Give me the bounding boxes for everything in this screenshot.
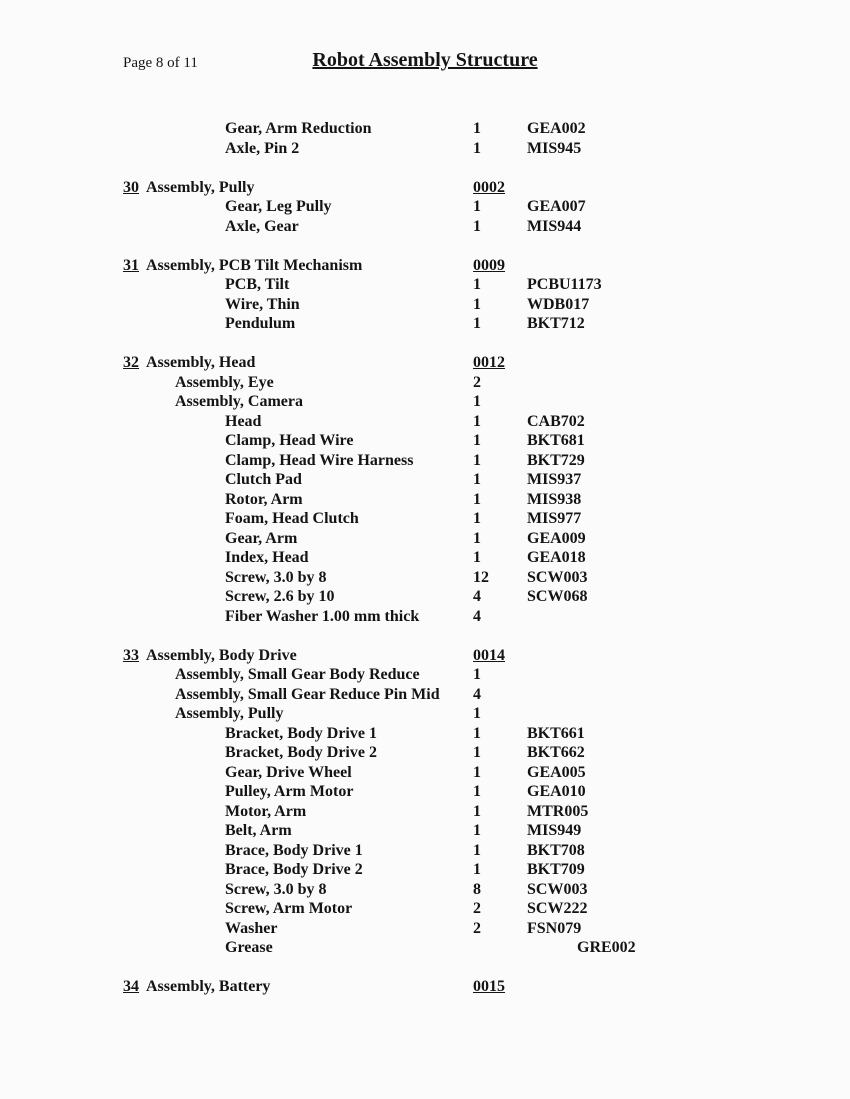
part-code: GEA005 [527, 763, 586, 781]
part-label: Wire, Thin [225, 295, 300, 313]
part-label: Pendulum [225, 315, 296, 332]
part-label: Pulley, Arm Motor [225, 783, 354, 800]
part-row [0, 451, 850, 471]
part-qty: 2 [473, 919, 481, 937]
part-code: MIS977 [527, 510, 582, 527]
part-label: Brace, Body Drive 2 [225, 861, 363, 878]
part-qty: 2 [473, 373, 481, 391]
part-row [0, 548, 850, 568]
part-qty: 1 [473, 549, 481, 566]
part-qty: 1 [473, 412, 481, 430]
part-row [0, 880, 850, 900]
part-qty: 2 [473, 900, 481, 917]
section-row [0, 178, 850, 198]
blank-row [0, 958, 850, 978]
part-qty: 1 [473, 724, 481, 742]
part-row [0, 314, 850, 334]
assembly-code: 0009 [473, 256, 505, 274]
section-number: 33 [123, 646, 139, 664]
part-row [0, 373, 850, 393]
part-qty: 1 [473, 763, 481, 781]
part-label: Gear, Arm [225, 529, 298, 547]
part-row [0, 470, 850, 490]
part-row [0, 217, 850, 237]
part-row [0, 704, 850, 724]
part-code: SCW222 [527, 900, 588, 917]
part-row [0, 119, 850, 139]
part-row [0, 490, 850, 510]
part-row [0, 607, 850, 627]
part-qty: 1 [473, 471, 481, 488]
part-qty: 1 [473, 393, 481, 410]
assembly-code: 0002 [473, 178, 505, 196]
part-row [0, 782, 850, 802]
part-qty: 1 [473, 861, 481, 878]
parts-list [0, 119, 850, 997]
part-code: CAB702 [527, 412, 585, 430]
part-label: Bracket, Body Drive 1 [225, 724, 377, 742]
part-code: SCW068 [527, 588, 588, 605]
blank-row [0, 334, 850, 354]
part-label: Foam, Head Clutch [225, 510, 359, 527]
part-code: BKT729 [527, 451, 585, 469]
part-qty: 1 [473, 217, 481, 235]
blank-row [0, 626, 850, 646]
part-label: PCB, Tilt [225, 276, 290, 293]
part-label: Assembly, Pully [175, 705, 284, 722]
part-qty: 1 [473, 744, 481, 761]
part-code: PCBU1173 [527, 276, 602, 293]
part-row [0, 139, 850, 159]
part-row [0, 763, 850, 783]
part-qty: 1 [473, 198, 481, 215]
part-label: Assembly, Eye [175, 373, 274, 391]
part-qty: 1 [473, 783, 481, 800]
part-qty: 1 [473, 276, 481, 293]
part-code: GRE002 [577, 939, 636, 956]
part-label: Washer [225, 919, 278, 937]
part-row [0, 724, 850, 744]
part-label: Bracket, Body Drive 2 [225, 744, 377, 761]
part-label: Head [225, 412, 262, 430]
section-row [0, 977, 850, 997]
part-label: Grease [225, 939, 273, 956]
part-label: Screw, 3.0 by 8 [225, 568, 327, 586]
part-qty: 1 [473, 295, 481, 313]
section-number: 31 [123, 256, 139, 274]
part-code: BKT661 [527, 724, 585, 742]
part-label: Clamp, Head Wire Harness [225, 451, 414, 469]
section-label: Assembly, Head [146, 354, 256, 371]
part-qty: 1 [473, 841, 481, 859]
part-label: Screw, 3.0 by 8 [225, 880, 327, 898]
part-code: MIS938 [527, 490, 582, 508]
blank-row [0, 158, 850, 178]
part-row [0, 529, 850, 549]
part-row [0, 665, 850, 685]
part-qty: 1 [473, 802, 481, 820]
section-number: 30 [123, 178, 139, 196]
part-row [0, 509, 850, 529]
assembly-code: 0014 [473, 646, 505, 664]
part-code: SCW003 [527, 568, 588, 586]
part-label: Gear, Leg Pully [225, 198, 332, 215]
part-row [0, 197, 850, 217]
part-code: MIS945 [527, 139, 582, 157]
assembly-code: 0015 [473, 978, 505, 995]
part-row [0, 938, 850, 958]
part-row [0, 860, 850, 880]
part-label: Belt, Arm [225, 822, 292, 839]
part-qty: 1 [473, 451, 481, 469]
section-label: Assembly, Body Drive [146, 646, 297, 664]
part-code: GEA002 [527, 120, 586, 137]
part-qty: 1 [473, 120, 481, 137]
blank-row [0, 236, 850, 256]
part-code: MIS937 [527, 471, 582, 488]
part-row [0, 568, 850, 588]
part-qty: 1 [473, 666, 481, 683]
part-row [0, 802, 850, 822]
part-code: SCW003 [527, 880, 588, 898]
part-row [0, 899, 850, 919]
part-code: GEA009 [527, 529, 586, 547]
part-code: BKT712 [527, 315, 585, 332]
part-label: Index, Head [225, 549, 309, 566]
page-number-label: Page 8 of 11 [123, 55, 198, 71]
part-code: BKT708 [527, 841, 585, 859]
section-label: Assembly, PCB Tilt Mechanism [146, 256, 363, 274]
part-qty: 1 [473, 529, 481, 547]
part-label: Rotor, Arm [225, 490, 303, 508]
section-number: 34 [123, 978, 139, 995]
part-row [0, 919, 850, 939]
part-qty: 1 [473, 705, 481, 722]
part-row [0, 275, 850, 295]
part-row [0, 587, 850, 607]
part-code: GEA010 [527, 783, 586, 800]
part-code: BKT709 [527, 861, 585, 878]
part-label: Clutch Pad [225, 471, 302, 488]
part-qty: 1 [473, 822, 481, 839]
part-qty: 4 [473, 588, 481, 605]
part-row [0, 295, 850, 315]
part-qty: 8 [473, 880, 481, 898]
part-code: GEA007 [527, 198, 586, 215]
part-label: Axle, Gear [225, 217, 299, 235]
part-qty: 4 [473, 607, 481, 625]
part-code: BKT662 [527, 744, 585, 761]
section-row [0, 256, 850, 276]
part-qty: 1 [473, 510, 481, 527]
section-row [0, 646, 850, 666]
part-qty: 4 [473, 685, 481, 703]
part-qty: 1 [473, 139, 481, 157]
part-row [0, 841, 850, 861]
part-code: MIS944 [527, 217, 582, 235]
part-code: MIS949 [527, 822, 582, 839]
part-row [0, 392, 850, 412]
part-code: FSN079 [527, 919, 582, 937]
part-label: Fiber Washer 1.00 mm thick [225, 607, 420, 625]
part-qty: 1 [473, 490, 481, 508]
part-label: Screw, 2.6 by 10 [225, 588, 335, 605]
part-label: Screw, Arm Motor [225, 900, 353, 917]
part-label: Brace, Body Drive 1 [225, 841, 363, 859]
part-qty: 1 [473, 315, 481, 332]
part-label: Gear, Drive Wheel [225, 763, 352, 781]
section-label: Assembly, Battery [146, 978, 271, 995]
part-label: Clamp, Head Wire [225, 432, 354, 449]
part-row [0, 412, 850, 432]
section-number: 32 [123, 354, 139, 371]
section-row [0, 353, 850, 373]
document-title: Robot Assembly Structure [312, 49, 538, 71]
part-code: WDB017 [527, 295, 590, 313]
part-row [0, 431, 850, 451]
section-label: Assembly, Pully [146, 178, 255, 196]
part-row [0, 821, 850, 841]
part-code: MTR005 [527, 802, 589, 820]
part-label: Assembly, Small Gear Reduce Pin Mid [175, 685, 440, 703]
assembly-code: 0012 [473, 354, 505, 371]
part-qty: 12 [473, 568, 489, 586]
part-label: Assembly, Small Gear Body Reduce [175, 666, 420, 683]
part-code: BKT681 [527, 432, 585, 449]
part-label: Motor, Arm [225, 802, 307, 820]
part-row [0, 743, 850, 763]
part-label: Gear, Arm Reduction [225, 120, 372, 137]
part-label: Axle, Pin 2 [225, 139, 300, 157]
part-label: Assembly, Camera [175, 393, 303, 410]
part-code: GEA018 [527, 549, 586, 566]
part-row [0, 685, 850, 705]
part-qty: 1 [473, 432, 481, 449]
